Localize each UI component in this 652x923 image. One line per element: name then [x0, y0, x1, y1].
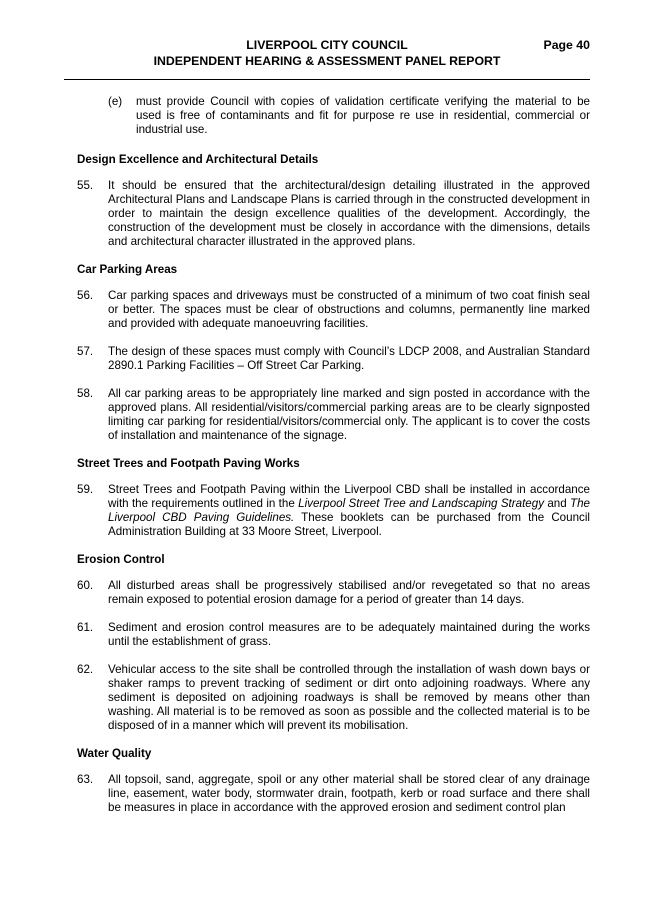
condition-text: Street Trees and Footpath Paving within the Liverpool CBD shall be installed in accordance with the requirements outlined in the: [108, 483, 590, 510]
condition-e: [77, 95, 590, 137]
condition-text: Vehicular access to the site shall be controlled through the installation of wash down bays or shaker ramps to prevent tracking of sediment or dirt onto adjoining roadways. Where any sediment is deposited on adjoining roadways is shall be removed by means other than washing. All material is to be removed as soon as possible and the collected material is to be disposed of in a manner which will prevent its mobilisation.: [108, 663, 590, 732]
condition-number: 59.: [77, 483, 94, 496]
condition-text: All car parking areas to be appropriately line marked and sign posted in accordance with the approved plans. All residential/visitors/commercial parking areas are to be clearly signposted limiting car parking for residential/visitors/commercial only. The applicant is to cover the costs of installation and maintenance of the signage.: [108, 387, 590, 442]
report-title: INDEPENDENT HEARING & ASSESSMENT PANEL REPORT: [153, 54, 501, 68]
condition-56: [77, 289, 590, 331]
condition-number: 55.: [77, 179, 94, 192]
condition-63: [77, 773, 590, 815]
condition-number: 58.: [77, 387, 94, 400]
condition-62: [77, 663, 590, 733]
section-heading-water-quality: Water Quality: [77, 747, 152, 760]
condition-text: These booklets can be purchased from the Council Administration Building at 33 Moore Street, Liverpool.: [108, 511, 590, 538]
condition-text: All topsoil, sand, aggregate, spoil or any other material shall be stored clear of any drainage line, easement, water body, stormwater drain, footpath, kerb or road surface and there shall be measures in place in accordance with the approved erosion and sediment control plan: [108, 773, 590, 814]
section-heading-street-trees: Street Trees and Footpath Paving Works: [77, 457, 300, 470]
condition-61: [77, 621, 590, 649]
condition-58: [77, 387, 590, 443]
condition-text: Sediment and erosion control measures are to be adequately maintained during the works until the establishment of grass.: [108, 621, 590, 648]
section-heading-erosion: Erosion Control: [77, 553, 165, 566]
council-name: LIVERPOOL CITY COUNCIL: [246, 38, 408, 52]
condition-label: (e): [108, 95, 123, 108]
condition-number: 57.: [77, 345, 94, 358]
condition-text: and: [544, 497, 570, 510]
condition-text: It should be ensured that the architectural/design detailing illustrated in the approved Architectural Plans and Landscape Plans is carried through in the constructed development in order to maintain the design excellence qualities of the development. Accordingly, the construction of the development must be closely in accordance with the dimensions, details and architectural character illustrated in the approved plans.: [108, 179, 590, 248]
condition-text: Car parking spaces and driveways must be constructed of a minimum of two coat finish seal or better. The spaces must be clear of obstructions and columns, permanently line marked and provided with adequate manoeuvring facilities.: [108, 289, 590, 330]
condition-number: 56.: [77, 289, 94, 302]
header-divider: [64, 79, 590, 80]
condition-number: 63.: [77, 773, 94, 786]
paving-guidelines-title: The Liverpool CBD Paving Guidelines.: [108, 497, 590, 524]
condition-number: 62.: [77, 663, 94, 676]
document-body: [77, 95, 590, 815]
condition-60: [77, 579, 590, 607]
condition-55: [77, 179, 590, 249]
section-heading-design: Design Excellence and Architectural Details: [77, 153, 319, 166]
strategy-document-title: Liverpool Street Tree and Landscaping Strategy: [298, 497, 544, 510]
condition-text: All disturbed areas shall be progressively stabilised and/or revegetated so that no areas remain exposed to potential erosion damage for a period of greater than 14 days.: [108, 579, 590, 606]
condition-number: 60.: [77, 579, 94, 592]
page-number: Page 40: [543, 38, 590, 52]
condition-59: [77, 483, 590, 539]
condition-text: must provide Council with copies of validation certificate verifying the material to be used is free of contaminants and fit for purpose re use in residential, commercial or industrial use.: [136, 95, 590, 136]
section-heading-parking: Car Parking Areas: [77, 263, 178, 276]
page-header: [64, 38, 590, 72]
condition-57: [77, 345, 590, 373]
condition-text: The design of these spaces must comply with Council’s LDCP 2008, and Australian Standard 2890.1 Parking Facilities – Off Street Car Parking.: [108, 345, 590, 372]
condition-number: 61.: [77, 621, 94, 634]
